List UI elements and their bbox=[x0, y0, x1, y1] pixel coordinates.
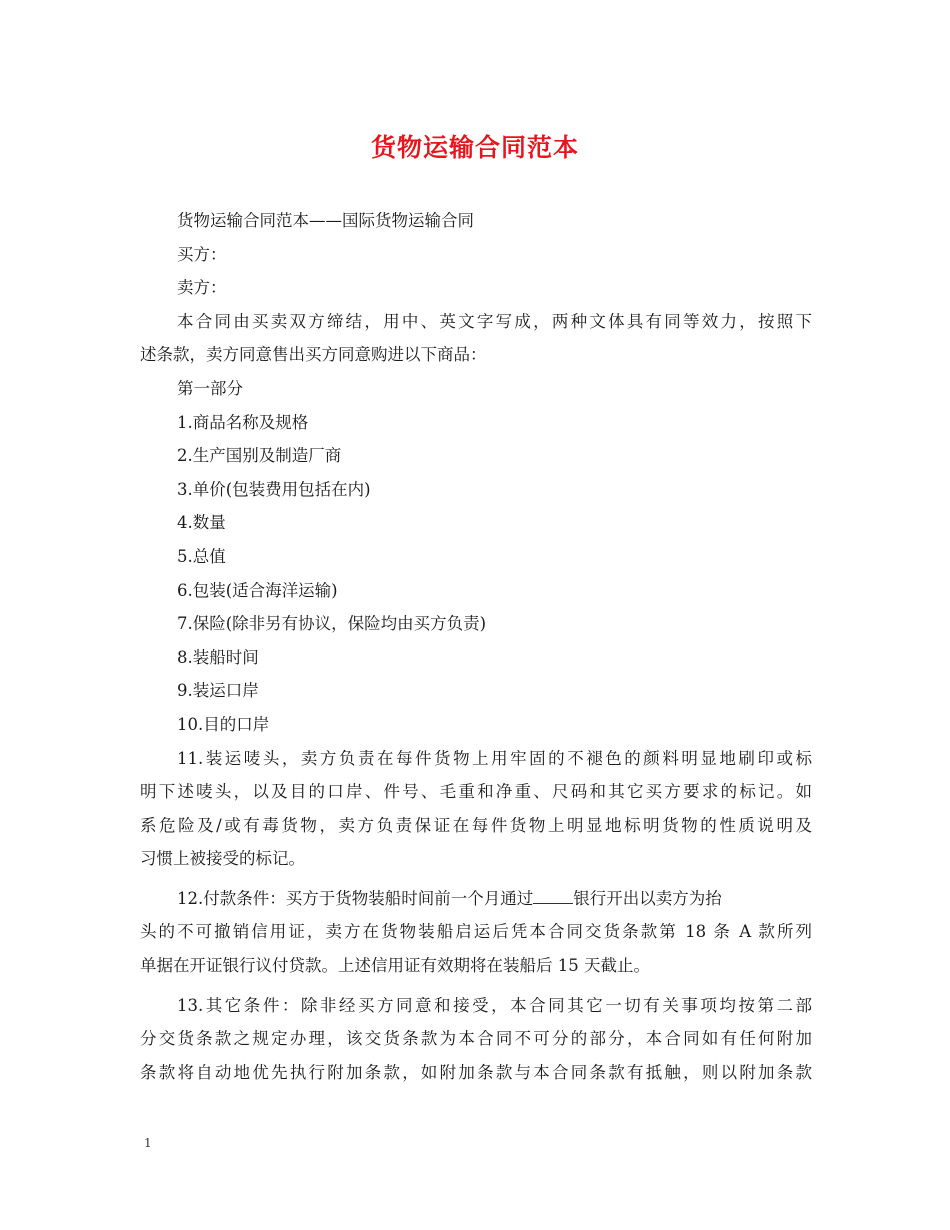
item-4: 4.数量 bbox=[177, 513, 226, 533]
part-one-heading: 第一部分 bbox=[177, 378, 243, 398]
item-13-line-1: 13.其它条件：除非经买方同意和接受，本合同其它一切有关事项均按第二部 bbox=[177, 995, 812, 1015]
seller-line: 卖方： bbox=[177, 278, 227, 298]
document-title: 货物运输合同范本 bbox=[370, 133, 579, 162]
item-12-line-3: 单据在开证银行议付贷款。上述信用证有效期将在装船后 15 天截止。 bbox=[140, 956, 650, 976]
item-12-text-a: 12.付款条件：买方于货物装船时间前一个月通过 bbox=[177, 888, 534, 908]
item-12-line-2: 头的不可撤销信用证，卖方在货物装船启运后凭本合同交货条款第 18 条 A 款所列 bbox=[140, 922, 812, 942]
page-number: 1 bbox=[144, 1136, 152, 1150]
item-2: 2.生产国别及制造厂商 bbox=[177, 446, 342, 466]
item-11-line-4: 习惯上被接受的标记。 bbox=[140, 849, 305, 869]
blank-underline bbox=[533, 886, 573, 904]
item-6: 6.包装(适合海洋运输) bbox=[177, 580, 338, 600]
item-12-text-b: 银行开出以卖方为抬 bbox=[573, 888, 722, 908]
item-13-line-3: 条款将自动地优先执行附加条款，如附加条款与本合同条款有抵触，则以附加条款 bbox=[140, 1062, 812, 1082]
subtitle-line: 货物运输合同范本——国际货物运输合同 bbox=[177, 211, 474, 230]
item-12-line-1 bbox=[140, 882, 812, 916]
item-7: 7.保险(除非另有协议，保险均由买方负责) bbox=[177, 614, 487, 634]
intro-line-2: 述条款，卖方同意售出买方同意购进以下商品： bbox=[140, 345, 487, 365]
item-11-line-2: 明下述唛头，以及目的口岸、件号、毛重和净重、尺码和其它买方要求的标记。如 bbox=[140, 782, 812, 802]
item-10: 10.目的口岸 bbox=[177, 714, 270, 734]
item-1: 1.商品名称及规格 bbox=[177, 412, 309, 432]
item-11-line-3: 系危险及/或有毒货物，卖方负责保证在每件货物上明显地标明货物的性质说明及 bbox=[140, 815, 812, 835]
intro-line-1: 本合同由买卖双方缔结，用中、英文字写成，两种文体具有同等效力，按照下 bbox=[177, 311, 812, 331]
item-11-line-1: 11.装运唛头，卖方负责在每件货物上用牢固的不褪色的颜料明显地刷印或标 bbox=[177, 748, 812, 768]
document-body bbox=[140, 204, 812, 1089]
item-8: 8.装船时间 bbox=[177, 647, 259, 667]
item-5: 5.总值 bbox=[177, 546, 226, 566]
buyer-line: 买方： bbox=[177, 244, 227, 264]
item-9: 9.装运口岸 bbox=[177, 681, 259, 701]
item-13-line-2: 分交货条款之规定办理，该交货条款为本合同不可分的部分，本合同如有任何附加 bbox=[140, 1029, 812, 1049]
item-3: 3.单价(包装费用包括在内) bbox=[177, 479, 371, 499]
